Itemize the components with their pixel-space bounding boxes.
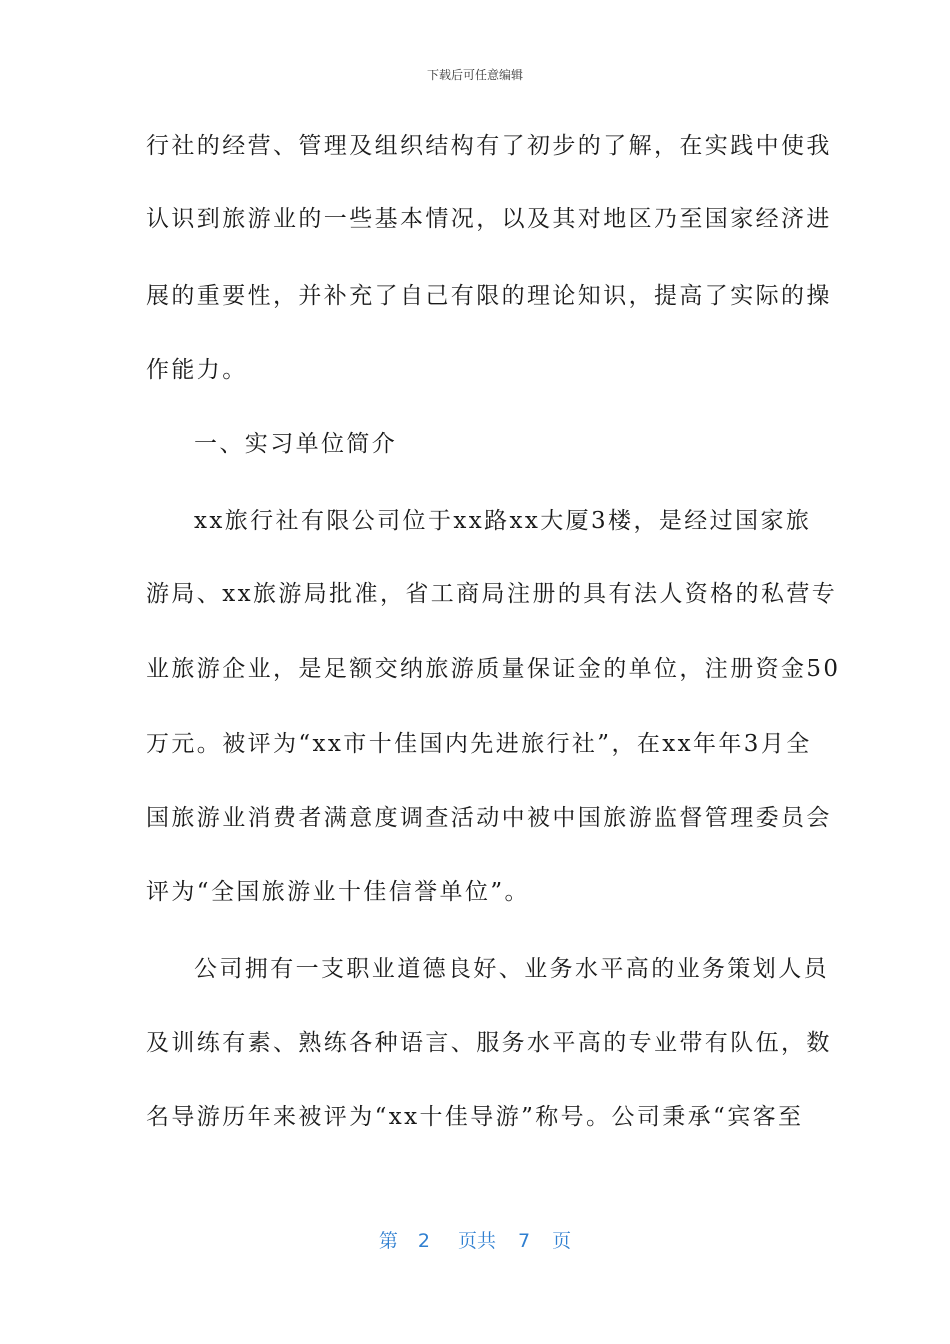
text-line: xx旅行社有限公司位于xx路xx大厦3楼，是经过国家旅 — [194, 508, 812, 534]
total-pages-number: 7 — [518, 1230, 531, 1252]
footer-suffix: 页 — [552, 1230, 572, 1252]
text-line: 名导游历年来被评为“xx十佳导游”称号。公司秉承“宾客至 — [146, 1104, 804, 1130]
footer-prefix: 第 — [378, 1230, 398, 1252]
text-line: 国旅游业消费者满意度调查活动中被中国旅游监督管理委员会 — [146, 805, 832, 831]
text-line: 认识到旅游业的一些基本情况，以及其对地区乃至国家经济进 — [146, 206, 832, 232]
text-line: 行社的经营、管理及组织结构有了初步的了解，在实践中使我 — [146, 133, 832, 159]
text-line: 作能力。 — [146, 357, 248, 383]
text-line: 业旅游企业，是足额交纳旅游质量保证金的单位，注册资金50 — [146, 656, 841, 682]
section-heading: 一、实习单位简介 — [194, 431, 398, 457]
text-line: 万元。被评为“xx市十佳国内先进旅行社”，在xx年年3月全 — [146, 731, 812, 757]
text-line: 展的重要性，并补充了自己有限的理论知识，提高了实际的操 — [146, 283, 832, 309]
page-footer — [0, 1226, 950, 1253]
header-text: 下载后可任意编辑 — [426, 68, 523, 82]
text-line: 评为“全国旅游业十佳信誉单位”。 — [146, 879, 530, 905]
text-line: 游局、xx旅游局批准，省工商局注册的具有法人资格的私营专 — [146, 581, 838, 607]
text-line: 公司拥有一支职业道德良好、业务水平高的业务策划人员 — [194, 956, 829, 982]
text-line: 及训练有素、熟练各种语言、服务水平高的专业带有队伍，数 — [146, 1030, 832, 1056]
current-page-number: 2 — [417, 1230, 430, 1252]
footer-middle: 页共 — [457, 1230, 496, 1252]
